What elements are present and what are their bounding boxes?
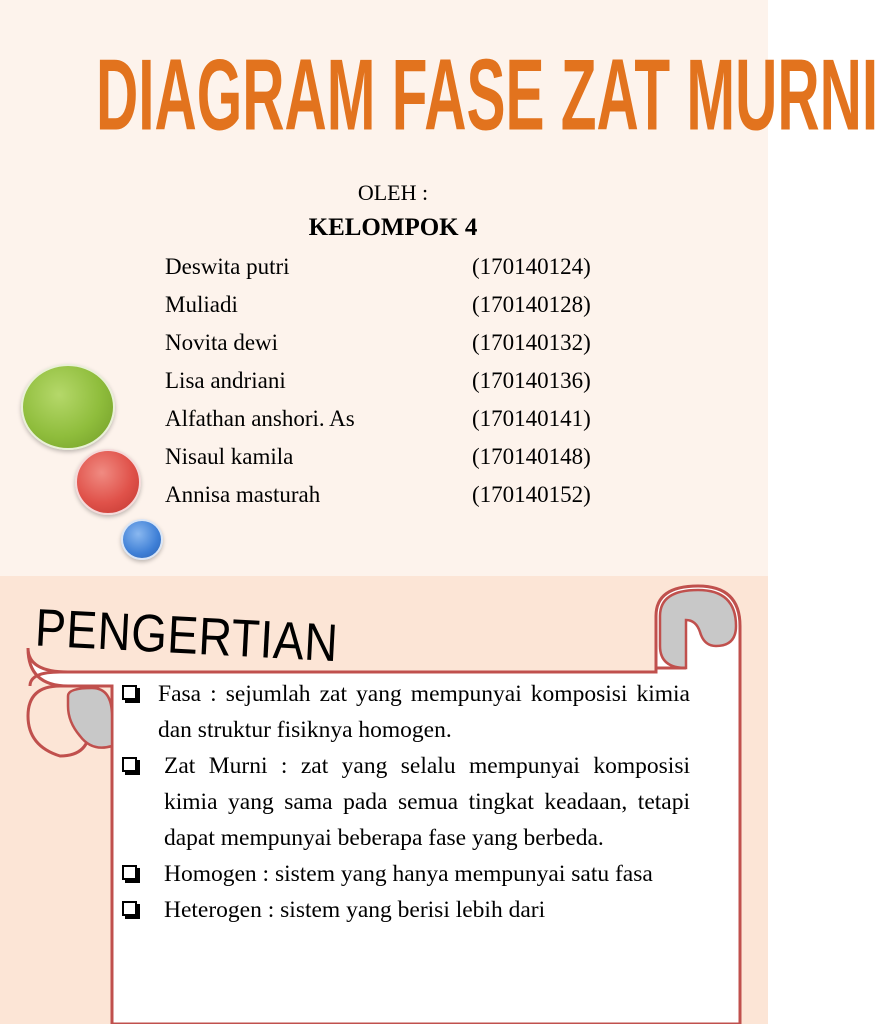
definition-item — [122, 892, 690, 928]
member-name: Alfathan anshori. As — [165, 406, 355, 431]
member-name: Annisa masturah — [165, 482, 321, 507]
member-row — [165, 368, 635, 406]
definition-item — [122, 748, 690, 856]
member-list — [165, 254, 635, 520]
member-name: Novita dewi — [165, 330, 279, 355]
member-nim: (170140148) — [472, 444, 591, 469]
scroll-left-curl — [68, 688, 112, 748]
section-heading: PENGERTIAN — [33, 597, 340, 673]
member-row — [165, 482, 635, 520]
member-row — [165, 292, 635, 330]
member-name: Muliadi — [165, 292, 238, 317]
member-nim: (170140128) — [472, 292, 591, 317]
definition-text: Fasa : sejumlah zat yang mempunyai komposisi kimia dan struktur fisiknya homogen. — [158, 681, 690, 743]
checkbox-bullet-icon — [122, 901, 137, 916]
member-name: Lisa andriani — [165, 368, 286, 393]
by-label: OLEH : — [357, 180, 429, 205]
definition-item — [122, 856, 690, 892]
definition-item — [122, 676, 690, 748]
checkbox-bullet-icon — [122, 685, 137, 700]
member-nim: (170140136) — [472, 368, 591, 393]
definition-text: Zat Murni : zat yang selalu mempunyai komposisi kimia yang sama pada semua tingkat keadaan, tetapi dapat mempunyai beberapa fase yang berbeda. — [164, 753, 690, 851]
member-name: Nisaul kamila — [165, 444, 294, 469]
member-row — [165, 254, 635, 292]
slide-title-heading: DIAGRAM FASE ZAT MURNI — [96, 37, 878, 152]
member-name: Deswita putri — [165, 254, 290, 279]
member-row — [165, 406, 635, 444]
group-label: KELOMPOK 4 — [308, 214, 478, 241]
red-circle-decoration — [75, 449, 141, 515]
definition-list — [122, 676, 690, 928]
member-nim: (170140124) — [472, 254, 591, 279]
blue-circle-decoration — [121, 519, 163, 560]
slide-definitions — [0, 576, 768, 1024]
member-nim: (170140152) — [472, 482, 591, 507]
member-row — [165, 444, 635, 482]
member-row — [165, 330, 635, 368]
member-nim: (170140141) — [472, 406, 591, 431]
checkbox-bullet-icon — [122, 757, 137, 772]
definition-text: Heterogen : sistem yang berisi lebih dari — [164, 897, 546, 923]
checkbox-bullet-icon — [122, 865, 137, 880]
green-circle-decoration — [21, 364, 115, 450]
member-nim: (170140132) — [472, 330, 591, 355]
definition-text: Homogen : sistem yang hanya mempunyai satu fasa — [164, 861, 653, 887]
